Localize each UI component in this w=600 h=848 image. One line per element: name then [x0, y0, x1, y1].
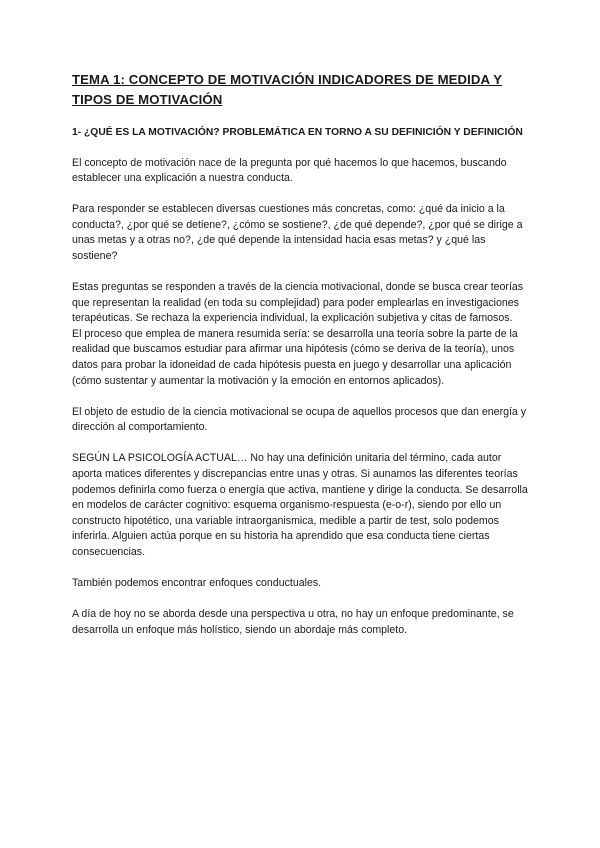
spacer [72, 561, 530, 577]
paragraph-object: El objeto de estudio de la ciencia motivacional se ocupa de aquellos procesos que dan energía y dirección al comportamiento. [72, 405, 527, 434]
section-heading: 1- ¿QUÉ ES LA MOTIVACIÓN? PROBLEMÁTICA EN TORNO A SU DEFINICIÓN Y DEFINICIÓN [72, 127, 523, 138]
paragraph-definition: El concepto de motivación nace de la pregunta por qué hacemos lo que hacemos, buscando establecer una explicación a nuestra conducta. [72, 156, 507, 185]
spacer [72, 592, 530, 608]
paragraph-behavioral: También podemos encontrar enfoques conductuales. [72, 577, 322, 590]
spacer [72, 187, 530, 203]
paragraph-science: Estas preguntas se responden a través de la ciencia motivacional, donde se busca crear teorías que representan la realidad (en toda su complejidad) para poder emplearlas en investigaciones terapéuticas. Se rechaza la experiencia individual, la explicación subjetiva y citas de famosos. [72, 281, 524, 325]
paragraph-current-psychology: SEGÚN LA PSICOLOGÍA ACTUAL… No hay una definición unitaria del término, cada autor aporta matices diferentes y discrepancias entre unas y otras. Si aunamos las diferentes teorías podemos definirla como fuerza o energía que activa, mantiene y dirige la conducta. Se desarrolla en modelos de carácter cognitivo: esquema organismo-respuesta (e-o-r), siendo por ello un constructo hipotético, una variable intraorganismica, medible a partir de test, solo podemos inferirla. Alguien actúa porque en su historia ha aprendido que esa conducta tiene ciertas consecuencias. [72, 452, 528, 558]
paragraph-process: El proceso que emplea de manera resumida sería: se desarrolla una teoría sobre la parte de la realidad que buscamos estudiar para afirmar una hipótesis (cómo se deriva de la teoría), unos datos para probar la idoneidad de cada hipótesis puesta en juego y desarrollar una aplicación (cómo sustentar y aumentar la motivación y la emoción en entornos aplicados). [72, 327, 518, 387]
document-title: TEMA 1: CONCEPTO DE MOTIVACIÓN INDICADORES DE MEDIDA Y TIPOS DE MOTIVACIÓN [72, 72, 503, 107]
paragraph-holistic: A día de hoy no se aborda desde una perspectiva u otra, no hay un enfoque predominante, se desarrolla un enfoque más holístico, siendo un abordaje más completo. [72, 608, 514, 636]
paragraph-questions: Para responder se establecen diversas cuestiones más concretas, como: ¿qué da inicio a la conducta?, ¿por qué se detiene?, ¿cómo se sostiene?, ¿de qué depende?, ¿por qué se dirige a unas metas y a otras no?, ¿de qué depende la intensidad hacia esas metas? y ¿qué las sostiene? [72, 203, 523, 262]
document-page [72, 70, 530, 638]
spacer [72, 389, 530, 405]
spacer [72, 140, 530, 156]
spacer [72, 265, 530, 281]
spacer [72, 436, 530, 452]
